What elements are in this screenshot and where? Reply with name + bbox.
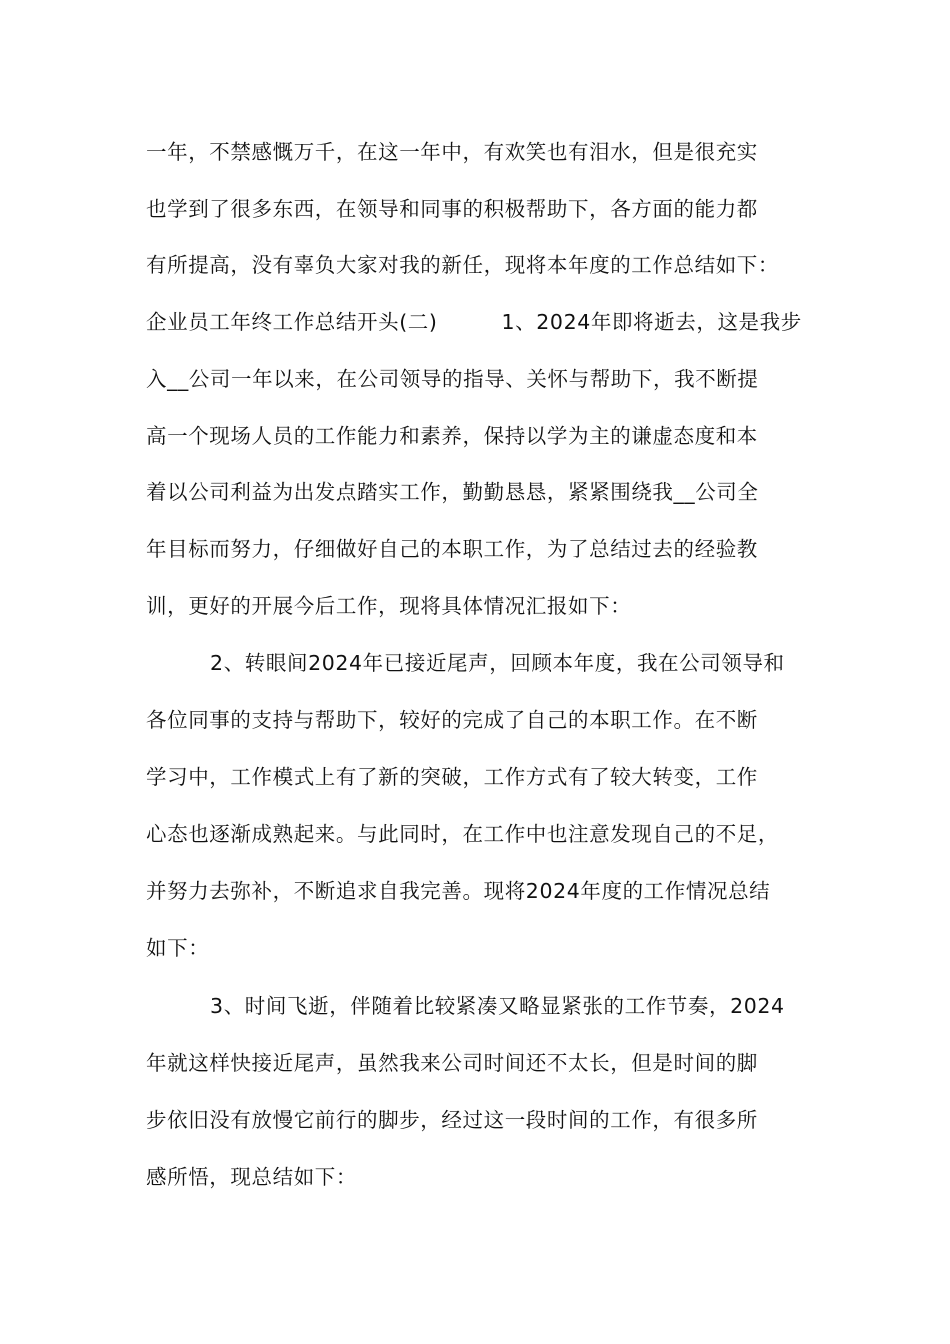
text-line: 感所悟，现总结如下： [146, 1165, 357, 1189]
text-line: 学习中，工作模式上有了新的突破，工作方式有了较大转变，工作 [146, 765, 758, 789]
text-line: 一年，不禁感慨万千，在这一年中，有欢笑也有泪水，但是很充实 [146, 140, 758, 164]
text-line: 企业员工年终工作总结开头(二) 1、2024年即将逝去，这是我步 [146, 310, 802, 334]
text-line: 并努力去弥补，不断追求自我完善。现将2024年度的工作情况总结 [146, 879, 771, 903]
text-line: 入__公司一年以来，在公司领导的指导、关怀与帮助下，我不断提 [146, 367, 759, 391]
text-line: 2、转眼间2024年已接近尾声，回顾本年度，我在公司领导和 [146, 651, 785, 675]
text-line: 训，更好的开展今后工作，现将具体情况汇报如下： [146, 594, 632, 618]
text-line: 年就这样快接近尾声，虽然我来公司时间还不太长，但是时间的脚 [146, 1051, 758, 1075]
text-line: 心态也逐渐成熟起来。与此同时，在工作中也注意发现自己的不足， [146, 822, 779, 846]
text-line: 也学到了很多东西，在领导和同事的积极帮助下，各方面的能力都 [146, 197, 758, 221]
text-line: 年目标而努力，仔细做好自己的本职工作，为了总结过去的经验教 [146, 537, 758, 561]
text-line: 有所提高，没有辜负大家对我的新任，现将本年度的工作总结如下： [146, 253, 779, 277]
text-line: 高一个现场人员的工作能力和素养，保持以学为主的谦虚态度和本 [146, 424, 758, 448]
text-line: 步依旧没有放慢它前行的脚步，经过这一段时间的工作，有很多所 [146, 1108, 758, 1132]
text-line: 3、时间飞逝，伴随着比较紧凑又略显紧张的工作节奏，2024 [146, 994, 785, 1018]
text-line: 如下： [146, 936, 210, 960]
text-line: 着以公司利益为出发点踏实工作，勤勤恳恳，紧紧围绕我__公司全 [146, 480, 759, 504]
text-line: 各位同事的支持与帮助下，较好的完成了自己的本职工作。在不断 [146, 708, 758, 732]
